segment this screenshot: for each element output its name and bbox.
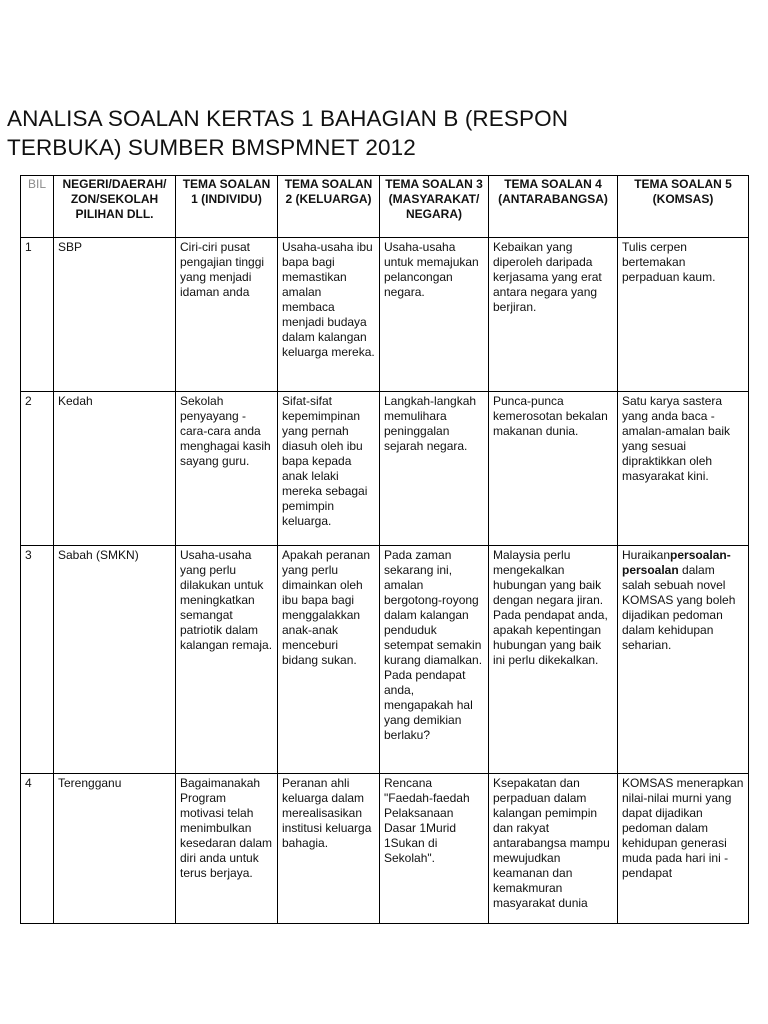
cell-soalan-4: Malaysia perlu mengekalkan hubungan yang baik dengan negara jiran. Pada pendapat anda, apakah kepentingan hubungan yang baik ini perlu dikekalkan.	[489, 546, 618, 774]
cell-negeri: Terengganu	[54, 774, 176, 924]
cell-soalan-1: Ciri-ciri pusat pengajian tinggi yang menjadi idaman anda	[176, 238, 278, 392]
header-negeri: NEGERI/DAERAH/ ZON/SEKOLAH PILIHAN DLL.	[54, 176, 176, 238]
analysis-table	[20, 175, 749, 924]
cell-negeri: SBP	[54, 238, 176, 392]
header-bil: BIL	[21, 176, 54, 238]
cell-soalan-5	[618, 546, 749, 774]
cell-soalan-5: KOMSAS menerapkan nilai-nilai murni yang dapat dijadikan pedoman dalam kehidupan generasi muda pada hari ini - pendapat	[618, 774, 749, 924]
soalan-5-bold-term: persoalan-persoalan	[622, 548, 731, 577]
table-row	[21, 392, 749, 546]
cell-soalan-4: Ksepakatan dan perpaduan dalam kalangan pemimpin dan rakyat antarabangsa mampu mewujudkan keamanan dan kemakmuran masyarakat dunia	[489, 774, 618, 924]
header-soalan-2: TEMA SOALAN 2 (KELUARGA)	[278, 176, 380, 238]
cell-soalan-4: Punca-punca kemerosotan bekalan makanan dunia.	[489, 392, 618, 546]
soalan-5-text-end: dalam salah sebuah novel KOMSAS yang boleh dijadikan pedoman dalam kehidupan seharian.	[622, 563, 736, 652]
cell-negeri: Sabah (SMKN)	[54, 546, 176, 774]
cell-bil: 2	[21, 392, 54, 546]
cell-soalan-5: Satu karya sastera yang anda baca - amalan-amalan baik yang sesuai dipraktikkan oleh masyarakat kini.	[618, 392, 749, 546]
header-soalan-5: TEMA SOALAN 5 (KOMSAS)	[618, 176, 749, 238]
table-row	[21, 546, 749, 774]
cell-soalan-2: Peranan ahli keluarga dalam merealisasikan institusi keluarga bahagia.	[278, 774, 380, 924]
soalan-5-text-start: Huraikan	[622, 548, 671, 562]
cell-soalan-4: Kebaikan yang diperoleh daripada kerjasama yang erat antara negara yang berjiran.	[489, 238, 618, 392]
cell-soalan-3: Pada zaman sekarang ini, amalan bergotong-royong dalam kalangan penduduk setempat semakin kurang diamalkan. Pada pendapat anda, mengapakah hal yang demikian berlaku?	[380, 546, 489, 774]
title-line-2: TERBUKA) SUMBER BMSPMNET 2012	[7, 135, 416, 160]
cell-soalan-5: Tulis cerpen bertemakan perpaduan kaum.	[618, 238, 749, 392]
cell-bil: 1	[21, 238, 54, 392]
cell-soalan-3: Usaha-usaha untuk memajukan pelancongan negara.	[380, 238, 489, 392]
cell-bil: 4	[21, 774, 54, 924]
cell-negeri: Kedah	[54, 392, 176, 546]
cell-soalan-3: Langkah-langkah memulihara peninggalan sejarah negara.	[380, 392, 489, 546]
header-soalan-1: TEMA SOALAN 1 (INDIVIDU)	[176, 176, 278, 238]
table-row	[21, 238, 749, 392]
cell-soalan-2: Apakah peranan yang perlu dimainkan oleh ibu bapa bagi menggalakkan anak-anak menceburi bidang sukan.	[278, 546, 380, 774]
table-row	[21, 774, 749, 924]
cell-soalan-1: Usaha-usaha yang perlu dilakukan untuk meningkatkan semangat patriotik dalam kalangan remaja.	[176, 546, 278, 774]
cell-soalan-3: Rencana "Faedah-faedah Pelaksanaan Dasar 1Murid 1Sukan di Sekolah".	[380, 774, 489, 924]
table-header-row	[21, 176, 749, 238]
cell-soalan-2: Usaha-usaha ibu bapa bagi memastikan amalan membaca menjadi budaya dalam kalangan keluarga mereka.	[278, 238, 380, 392]
cell-soalan-1: Bagaimanakah Program motivasi telah menimbulkan kesedaran dalam diri anda untuk terus berjaya.	[176, 774, 278, 924]
cell-bil: 3	[21, 546, 54, 774]
header-soalan-3: TEMA SOALAN 3 (MASYARAKAT/ NEGARA)	[380, 176, 489, 238]
document-title	[7, 104, 747, 162]
header-soalan-4: TEMA SOALAN 4 (ANTARABANGSA)	[489, 176, 618, 238]
cell-soalan-1: Sekolah penyayang - cara-cara anda menghagai kasih sayang guru.	[176, 392, 278, 546]
cell-soalan-2: Sifat-sifat kepemimpinan yang pernah diasuh oleh ibu bapa kepada anak lelaki mereka sebagai pemimpin keluarga.	[278, 392, 380, 546]
title-line-1: ANALISA SOALAN KERTAS 1 BAHAGIAN B (RESPON	[7, 106, 569, 131]
